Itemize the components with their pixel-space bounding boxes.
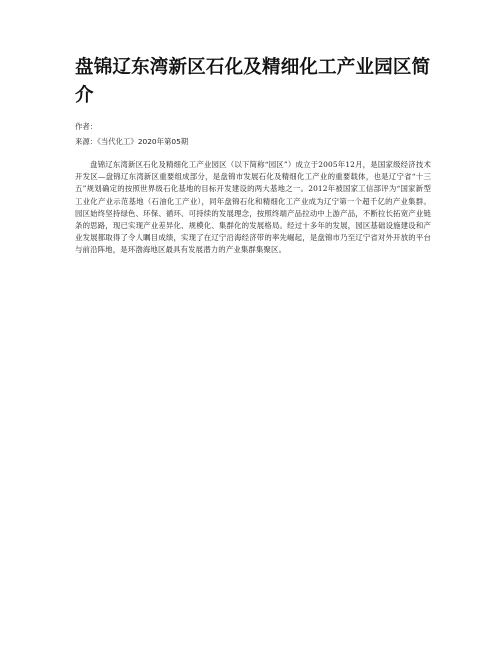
- article-title: 盘锦辽东湾新区石化及精细化工产业园区简介: [75, 57, 431, 106]
- author-line: 作者：: [75, 122, 98, 131]
- body-paragraph: 盘锦辽东湾新区石化及精细化工产业园区（以下简称“园区”）成立于2005年12月，是国家级经济技术开发区—盘锦辽东湾新区重要组成部分，是盘锦市发展石化及精细化工产业的重要载体，也是辽宁省“十三五”规划确定的按照世界级石化基地的目标开发建设的两大基地之一。2012年被国家工信部评为“国家新型工业化产业示范基地（石油化工产业），同年盘锦石化和精细化工产业成为辽宁第一个超千亿的产业集群。园区始终坚持绿色、环保、循环、可持续的发展理念，按照终端产品拉动中上游产品，不断拉长拓宽产业链条的思路，现已实现产业差异化、规模化、集群化的发展格局。经过十多年的发展，园区基础设施建设和产业发展都取得了令人瞩目成绩，实现了在辽宁沿海经济带的率先崛起，是盘锦市乃至辽宁省对外开放的平台与前沿阵地，是环渤海地区最具有发展潜力的产业集群集聚区。: [75, 160, 431, 255]
- article-content: [75, 54, 431, 264]
- source-line: 来源：《当代化工》2020年第05期: [75, 137, 189, 146]
